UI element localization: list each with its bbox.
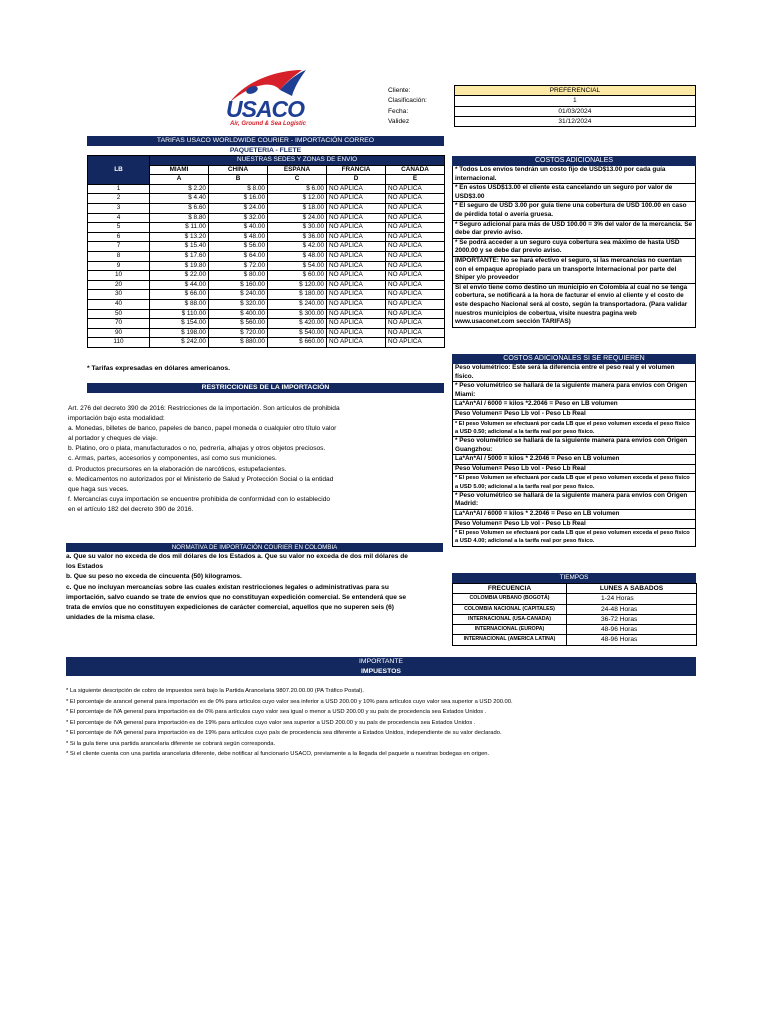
column-name-header: ESPAÑA	[268, 165, 327, 175]
restricciones-list	[68, 404, 448, 515]
importante-title: IMPORTANTE	[359, 658, 403, 665]
francia-rate-cell: NO APLICA	[327, 309, 386, 319]
china-rate-cell: $ 56.00	[209, 242, 268, 252]
miami-rate-cell: $ 17.60	[150, 251, 209, 261]
francia-rate-cell: NO APLICA	[327, 328, 386, 338]
miami-rate-cell: $ 13.20	[150, 232, 209, 242]
column-name-header: CHINA	[209, 165, 268, 175]
canada-rate-cell: NO APLICA	[386, 309, 445, 319]
restriccion-line: al portador y cheques de viaje.	[68, 435, 158, 443]
costos-list	[452, 166, 696, 328]
restriccion-line: Art. 276 del decreto 390 de 2016: Restricciones de la importación. Son artículos de prohibida	[68, 405, 340, 412]
costo-item: * En estos USD$13.00 el cliente esta cancelando un seguro por valor de USD$3.00	[452, 184, 696, 202]
espana-rate-cell: $ 240.00	[268, 299, 327, 309]
restriccion-line: b. Platino, oro o plata, manufacturados o no, pedrería, alhajas y otros objetos preciosos.	[68, 445, 326, 453]
tiempo-hours: 1-24 Horas	[567, 594, 697, 604]
miami-rate-cell: $ 88.00	[150, 299, 209, 309]
normativa-line: c. Que no incluyan mercancías sobre las cuales existan restricciones legales o administrativas para su	[66, 583, 389, 591]
espana-rate-cell: $ 30.00	[268, 223, 327, 233]
rate-row	[88, 223, 445, 233]
lb-cell: 1	[88, 184, 150, 194]
espana-rate-cell: $ 300.00	[268, 309, 327, 319]
column-zone-header: A	[150, 175, 209, 185]
miami-rate-cell: $ 4.40	[150, 194, 209, 204]
lb-cell: 6	[88, 232, 150, 242]
costo-item: * Todos Los envíos tendrán un costo fijo de USD$13.00 por cada guía internacional.	[452, 166, 696, 184]
china-rate-cell: $ 48.00	[209, 232, 268, 242]
tiempo-hours: 24-48 Horas	[567, 604, 697, 614]
tarifas-title: TARIFAS USACO WORLDWIDE COURIER - IMPORTACIÓN CORREO	[87, 136, 444, 146]
normativa-line: b. Que su peso no exceda de cincuenta (50) kilogramos.	[66, 573, 242, 581]
francia-rate-cell: NO APLICA	[327, 280, 386, 290]
rates-table	[87, 155, 445, 348]
canada-rate-cell: NO APLICA	[386, 271, 445, 281]
tiempo-route: COLOMBIA NACIONAL (CAPITALES)	[453, 604, 567, 614]
info-value: PREFERENCIAL	[454, 86, 695, 96]
miami-rate-cell: $ 2.20	[150, 184, 209, 194]
lb-cell: 90	[88, 328, 150, 338]
impuestos-title: IMPUESTOS	[361, 667, 401, 675]
espana-rate-cell: $ 420.00	[268, 319, 327, 329]
espana-rate-cell: $ 54.00	[268, 261, 327, 271]
espana-rate-cell: $ 24.00	[268, 213, 327, 223]
rate-row	[88, 203, 445, 213]
rate-row	[88, 338, 445, 348]
normativa-list	[66, 552, 450, 623]
tiempos-table	[452, 583, 697, 646]
restricciones-title: RESTRICCIONES DE LA IMPORTACIÓN	[87, 383, 444, 393]
info-label: Clasificación:	[388, 97, 427, 105]
canada-rate-cell: NO APLICA	[386, 261, 445, 271]
info-label: Validez	[388, 117, 410, 125]
impuesto-line: * Si el cliente cuenta con una partida arancelaria diferente, debe notificar al funcionario USACO, previamente a la llegada del paquete a nuestras bodegas en origen.	[66, 751, 490, 757]
restriccion-line: a. Monedas, billetes de banco, papeles de banco, papel moneda o cualquier otro título valor	[68, 425, 337, 433]
usaco-logo	[222, 66, 318, 130]
lb-cell: 10	[88, 271, 150, 281]
canada-rate-cell: NO APLICA	[386, 251, 445, 261]
china-rate-cell: $ 160.00	[209, 280, 268, 290]
espana-rate-cell: $ 42.00	[268, 242, 327, 252]
impuesto-line: * Si la guía tiene una partida arancelaria diferente se cobrará según corresponda.	[66, 740, 276, 747]
info-value: 1	[454, 96, 695, 106]
francia-rate-cell: NO APLICA	[327, 213, 386, 223]
lb-cell: 7	[88, 242, 150, 252]
china-rate-cell: $ 80.00	[209, 271, 268, 281]
china-rate-cell: $ 720.00	[209, 328, 268, 338]
normativa-line: los Estados	[66, 563, 104, 571]
tiempo-route: INTERNACIONAL (AMERICA LATINA)	[453, 635, 567, 645]
restriccion-line: en el artículo 182 del decreto 390 de 2016.	[68, 505, 194, 513]
canada-rate-cell: NO APLICA	[386, 203, 445, 213]
miami-rate-cell: $ 44.00	[150, 280, 209, 290]
canada-rate-cell: NO APLICA	[386, 223, 445, 233]
lb-cell: 40	[88, 299, 150, 309]
tiempo-route: INTERNACIONAL (EUROPA)	[453, 625, 567, 635]
miami-rate-cell: $ 110.00	[150, 309, 209, 319]
zones-header: NUESTRAS SEDES Y ZONAS DE ENVÍO	[150, 156, 445, 166]
china-rate-cell: $ 16.00	[209, 194, 268, 204]
canada-rate-cell: NO APLICA	[386, 319, 445, 329]
costo-req-item: Peso Volumen= Peso Lb vol - Peso Lb Real	[452, 410, 696, 420]
espana-rate-cell: $ 12.00	[268, 194, 327, 204]
rate-row	[88, 309, 445, 319]
tarifas-note: * Tarifas expresadas en dólares americanos.	[87, 365, 231, 372]
impuesto-line: * La siguiente descripción de cobro de impuestos será bajo la Partida Arancelaria 9807.20.00.00 (PA Tráfico Postal).	[66, 688, 364, 694]
lb-cell: 9	[88, 261, 150, 271]
costo-req-item: * El peso Volumen se efectuará por cada LB que el peso volumen exceda el peso físico a USD 5.00; adicional a la tarifa real por peso físico.	[452, 474, 696, 491]
costo-item: Si el envío tiene como destino un municipio en Colombia al cual no se tenga cobertura, se notificará a la hora de facturar el envío al cliente y el costo de este despacho Nacional será al costo, según la transportadora. (Para validar nuestros municipios de cobertua, visite nuestra pagina web www.usaconet.com sección TARIFAS)	[452, 284, 696, 328]
rate-row	[88, 213, 445, 223]
normativa-line: importación, salvo cuando se trate de envíos que no constituyan expedición comercial. Se entenderá que se	[66, 593, 407, 601]
frecuencia-header: FRECUENCIA	[453, 584, 567, 594]
espana-rate-cell: $ 60.00	[268, 271, 327, 281]
normativa-line: a. Que su valor no exceda de dos mil dólares de los Estados a. Que su valor no exceda de dos mil dólares de	[66, 553, 408, 560]
lb-cell: 2	[88, 194, 150, 204]
canada-rate-cell: NO APLICA	[386, 232, 445, 242]
logo-brand-text: USACO	[226, 96, 305, 122]
miami-rate-cell: $ 19.80	[150, 261, 209, 271]
info-value: 31/12/2024	[454, 116, 695, 126]
info-label: Fecha:	[388, 107, 409, 115]
espana-rate-cell: $ 120.00	[268, 280, 327, 290]
canada-rate-cell: NO APLICA	[386, 194, 445, 204]
francia-rate-cell: NO APLICA	[327, 338, 386, 348]
francia-rate-cell: NO APLICA	[327, 299, 386, 309]
francia-rate-cell: NO APLICA	[327, 271, 386, 281]
impuesto-line: * El porcentaje de arancel general para importación es de 0% para artículos cuyo valor sea inferior a USD 200.00 y 10% para artículos cuyo valor sea superior a USD 200.00.	[66, 698, 513, 705]
costo-req-item: * Peso volumétrico se hallará de la siguiente manera para envíos con Origen Miami:	[452, 382, 696, 400]
costo-req-item: Peso Volumen= Peso Lb vol - Peso Lb Real	[452, 520, 696, 530]
tiempo-hours: 48-96 Horas	[567, 625, 697, 635]
tiempo-row	[453, 594, 697, 604]
rate-row	[88, 299, 445, 309]
francia-rate-cell: NO APLICA	[327, 184, 386, 194]
miami-rate-cell: $ 15.40	[150, 242, 209, 252]
restriccion-line: que haga sus veces.	[68, 485, 129, 493]
column-name-header: CANADA	[386, 165, 445, 175]
lb-cell: 8	[88, 251, 150, 261]
francia-rate-cell: NO APLICA	[327, 194, 386, 204]
column-name-header: MIAMI	[150, 165, 209, 175]
restriccion-line: e. Medicamentos no autorizados por el Ministerio de Salud y Protección Social o la entidad	[68, 475, 334, 483]
espana-rate-cell: $ 6.00	[268, 184, 327, 194]
info-value: 01/03/2024	[454, 106, 695, 116]
normativa-line: unidades de la misma clase.	[66, 614, 155, 622]
costo-req-item: Peso Volumen= Peso Lb vol - Peso Lb Real	[452, 465, 696, 475]
client-info-table	[388, 85, 696, 127]
lb-cell: 5	[88, 223, 150, 233]
espana-rate-cell: $ 48.00	[268, 251, 327, 261]
canada-rate-cell: NO APLICA	[386, 213, 445, 223]
tiempo-row	[453, 614, 697, 624]
costo-req-item: * El peso Volumen se efectuará por cada LB que el peso volumen exceda el peso físico a USD 0.50; adicional a la tarifa real por peso físico.	[452, 420, 696, 437]
tarifas-subtitle: PAQUETERIA - FLETE	[229, 147, 302, 154]
column-zone-header: C	[268, 175, 327, 185]
impuesto-line: * El porcentaje de IVA general para importación es de 0% para artículos cuyo valor sea igual o menor a USD 200.00 y su país de procedencia sea Estados Unidos .	[66, 709, 487, 715]
china-rate-cell: $ 24.00	[209, 203, 268, 213]
tiempo-row	[453, 635, 697, 645]
lb-cell: 4	[88, 213, 150, 223]
francia-rate-cell: NO APLICA	[327, 290, 386, 300]
impuestos-header	[66, 657, 696, 676]
francia-rate-cell: NO APLICA	[327, 223, 386, 233]
china-rate-cell: $ 8.00	[209, 184, 268, 194]
espana-rate-cell: $ 660.00	[268, 338, 327, 348]
miami-rate-cell: $ 11.00	[150, 223, 209, 233]
normativa-title: NORMATIVA DE IMPORTACIÓN COURIER EN COLOMBIA	[66, 543, 443, 552]
costo-req-item: La*An*Al / 6000 = kilos *2.2046 = Peso en LB volumen	[452, 400, 696, 410]
china-rate-cell: $ 880.00	[209, 338, 268, 348]
lb-cell: 50	[88, 309, 150, 319]
lb-header: LB	[88, 156, 150, 185]
costo-item: * Se podrá acceder a un seguro cuya cobertura sea máximo de hasta USD 2000.00 y se debe dar previo aviso.	[452, 239, 696, 257]
impuestos-list	[66, 686, 706, 760]
rate-row	[88, 271, 445, 281]
normativa-line: trata de envíos que no constituyen expediciones de carácter comercial, aquellos que no superen seis (6)	[66, 604, 394, 612]
espana-rate-cell: $ 540.00	[268, 328, 327, 338]
costos-req-list	[452, 364, 696, 547]
impuesto-line: * El porcentaje de IVA general para importación es de 19% para artículos cuyo país de procedencia sea diferente a Estados Unidos, independiente de su valor declarado.	[66, 730, 502, 736]
costo-req-item: * El peso Volumen se efectuará por cada LB que el peso volumen exceda el peso físico a USD 4.00; adicional a la tarifa real por peso físico.	[452, 529, 696, 546]
logo-tagline: Air, Ground & Sea Logistic	[230, 121, 307, 127]
costo-item: * El seguro de USD 3.00 por guía tiene una cobertura de USD 100.00 en caso de pérdida total o avería gruesa.	[452, 202, 696, 220]
espana-rate-cell: $ 18.00	[268, 203, 327, 213]
espana-rate-cell: $ 36.00	[268, 232, 327, 242]
info-row	[388, 106, 696, 116]
info-label: Cliente:	[388, 87, 411, 94]
tiempo-hours: 48-96 Horas	[567, 635, 697, 645]
rate-row	[88, 290, 445, 300]
miami-rate-cell: $ 22.00	[150, 271, 209, 281]
info-row	[388, 96, 696, 106]
miami-rate-cell: $ 6.60	[150, 203, 209, 213]
rate-row	[88, 232, 445, 242]
rate-row	[88, 194, 445, 204]
restriccion-line: d. Productos precursores en la elaboración de narcóticos, estupefacientes.	[68, 465, 287, 473]
canada-rate-cell: NO APLICA	[386, 184, 445, 194]
tiempo-route: COLOMBIA URBANO (BOGOTÁ)	[453, 594, 567, 604]
rate-row	[88, 319, 445, 329]
column-zone-header: D	[327, 175, 386, 185]
china-rate-cell: $ 560.00	[209, 319, 268, 329]
canada-rate-cell: NO APLICA	[386, 280, 445, 290]
lb-cell: 20	[88, 280, 150, 290]
miami-rate-cell: $ 154.00	[150, 319, 209, 329]
miami-rate-cell: $ 66.00	[150, 290, 209, 300]
column-zone-header: E	[386, 175, 445, 185]
canada-rate-cell: NO APLICA	[386, 299, 445, 309]
tiempos-title: TIEMPOS	[452, 573, 696, 583]
china-rate-cell: $ 320.00	[209, 299, 268, 309]
restriccion-line: c. Armas, partes, accesorios y componentes, así como sus municiones.	[68, 455, 277, 463]
costo-req-item: La*An*Al / 6000 = kilos * 2.2046 = Peso en LB volumen	[452, 510, 696, 520]
column-name-header: FRANCIA	[327, 165, 386, 175]
francia-rate-cell: NO APLICA	[327, 203, 386, 213]
column-zone-header: B	[209, 175, 268, 185]
china-rate-cell: $ 40.00	[209, 223, 268, 233]
rate-row	[88, 242, 445, 252]
costos-req-title: COSTOS ADICIONALES SI SE REQUIEREN	[452, 354, 696, 364]
china-rate-cell: $ 240.00	[209, 290, 268, 300]
china-rate-cell: $ 400.00	[209, 309, 268, 319]
tiempo-route: INTERNACIONAL (USA-CANADA)	[453, 614, 567, 624]
lb-cell: 70	[88, 319, 150, 329]
espana-rate-cell: $ 180.00	[268, 290, 327, 300]
rate-row	[88, 184, 445, 194]
tiempo-hours: 36-72 Horas	[567, 614, 697, 624]
costo-req-item: Peso volumétrico: Este será la diferencia entre el peso real y el volumen físico.	[452, 364, 696, 382]
costo-req-item: La*An*Al / 5000 = kilos * 2.2046 = Peso en LB volumen	[452, 455, 696, 465]
restriccion-line: f. Mercancías cuya importación se encuentre prohibida de conformidad con lo establecido	[68, 495, 331, 503]
canada-rate-cell: NO APLICA	[386, 242, 445, 252]
tiempo-row	[453, 604, 697, 614]
china-rate-cell: $ 32.00	[209, 213, 268, 223]
lunes-sabados-header: LUNES A SABADOS	[567, 584, 697, 594]
costos-title: COSTOS ADICIONALES	[452, 156, 696, 166]
francia-rate-cell: NO APLICA	[327, 319, 386, 329]
miami-rate-cell: $ 242.00	[150, 338, 209, 348]
china-rate-cell: $ 72.00	[209, 261, 268, 271]
canada-rate-cell: NO APLICA	[386, 290, 445, 300]
restriccion-line: importación bajo esta modalidad:	[68, 415, 165, 423]
rate-row	[88, 280, 445, 290]
info-row	[388, 116, 696, 126]
lb-cell: 110	[88, 338, 150, 348]
canada-rate-cell: NO APLICA	[386, 328, 445, 338]
francia-rate-cell: NO APLICA	[327, 251, 386, 261]
impuesto-line: * El porcentaje de IVA general para importación es de 19% para artículos cuyo valor sea superior a USD 200.00 y su país de procedencia sea Estados Unidos .	[66, 719, 476, 726]
rate-row	[88, 261, 445, 271]
costo-req-item: * Peso volumétrico se hallará de la siguiente manera para envíos con Origen Madrid:	[452, 492, 696, 510]
francia-rate-cell: NO APLICA	[327, 242, 386, 252]
francia-rate-cell: NO APLICA	[327, 261, 386, 271]
miami-rate-cell: $ 8.80	[150, 213, 209, 223]
rate-row	[88, 251, 445, 261]
costo-item: * Seguro adicional para más de USD 100.00 = 3% del valor de la mercancía. Se debe dar previo aviso.	[452, 221, 696, 239]
costo-req-item: * Peso volumétrico se hallará de la siguiente manera para envíos con Origen Guangzhou:	[452, 437, 696, 455]
lb-cell: 30	[88, 290, 150, 300]
costo-item: IMPORTANTE: No se hará efectivo el seguro, si las mercancías no cuentan con el empaque apropiado para un transporte Internacional por parte del Shiper y/o proveedor	[452, 257, 696, 284]
rate-row	[88, 328, 445, 338]
china-rate-cell: $ 64.00	[209, 251, 268, 261]
lb-cell: 3	[88, 203, 150, 213]
tiempo-row	[453, 625, 697, 635]
francia-rate-cell: NO APLICA	[327, 232, 386, 242]
info-row	[388, 86, 696, 96]
miami-rate-cell: $ 198.00	[150, 328, 209, 338]
canada-rate-cell: NO APLICA	[386, 338, 445, 348]
